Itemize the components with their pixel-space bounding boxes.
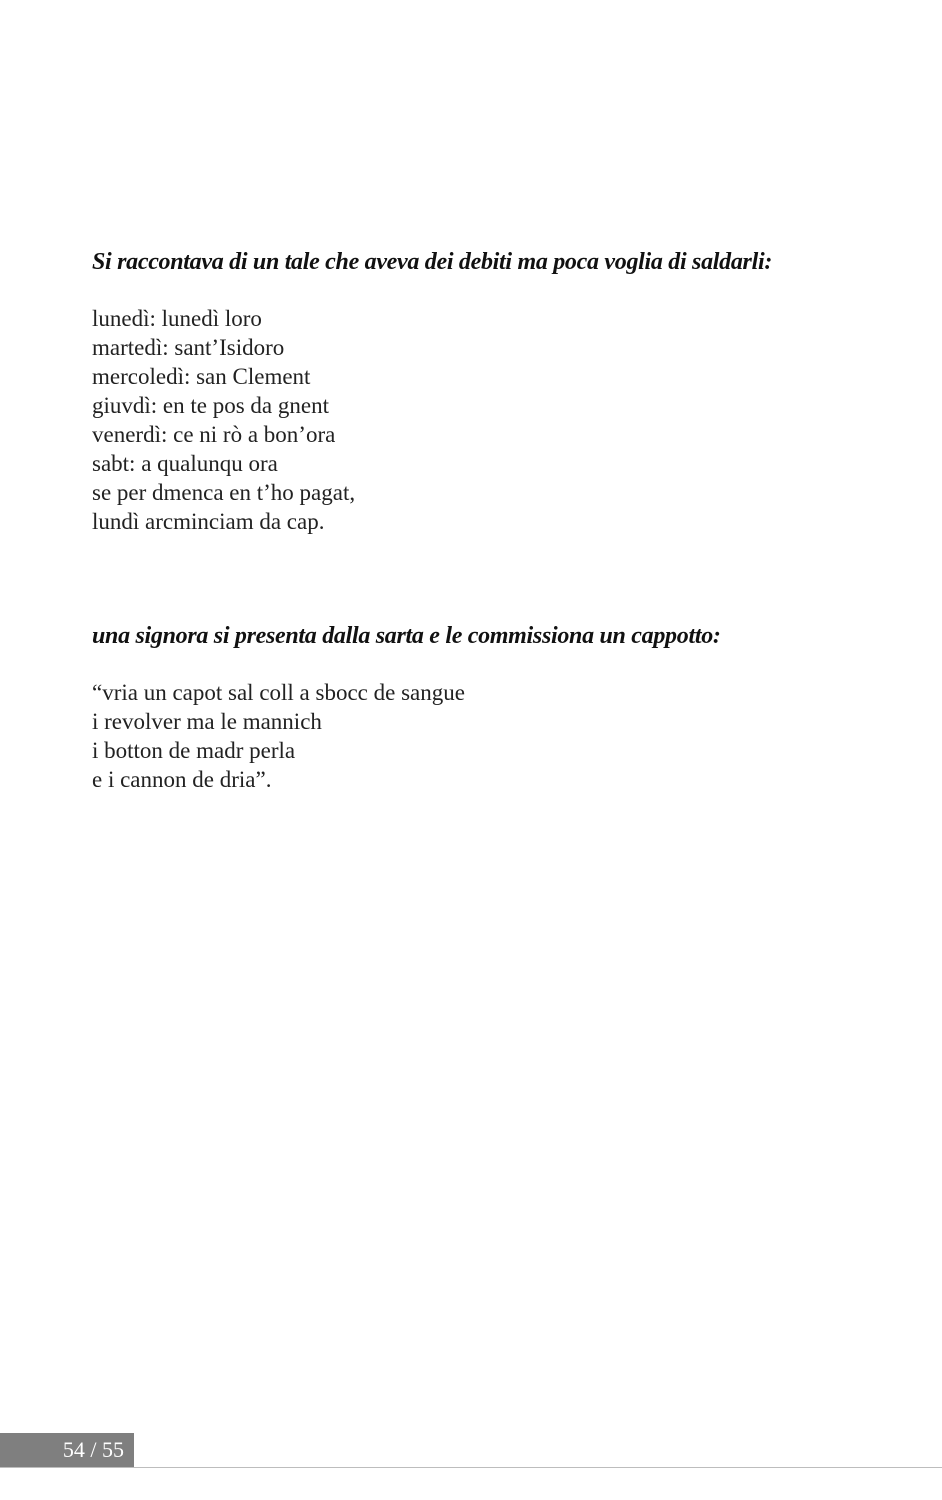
verse-line: i botton de madr perla <box>92 738 296 763</box>
page-number: 54 / 55 <box>0 1433 134 1467</box>
verse-line: sabt: a qualunqu ora <box>92 451 278 476</box>
verse-line: mercoledì: san Clement <box>92 364 311 389</box>
verse-line: “vria un capot sal coll a sbocc de sangue <box>92 680 465 705</box>
verse-line: lundì arcminciam da cap. <box>92 509 325 534</box>
anecdote-debts <box>92 246 872 536</box>
verse-line: giuvdì: en te pos da gnent <box>92 393 329 418</box>
verse-line: se per dmenca en t’ho pagat, <box>92 480 356 505</box>
verse-block <box>92 678 872 794</box>
verse-line: martedì: sant’Isidoro <box>92 335 285 360</box>
verse-block <box>92 304 872 536</box>
section-heading: una signora si presenta dalla sarta e le commissiona un cappotto: <box>92 623 721 649</box>
anecdote-coat <box>92 620 872 794</box>
verse-line: venerdì: ce ni rò a bon’ora <box>92 422 336 447</box>
footer-divider <box>0 1467 942 1468</box>
section-heading: Si raccontava di un tale che aveva dei debiti ma poca voglia di saldarli: <box>92 249 773 275</box>
verse-line: lunedì: lunedì loro <box>92 306 262 331</box>
verse-line: i revolver ma le mannich <box>92 709 322 734</box>
verse-line: e i cannon de dria”. <box>92 767 272 792</box>
